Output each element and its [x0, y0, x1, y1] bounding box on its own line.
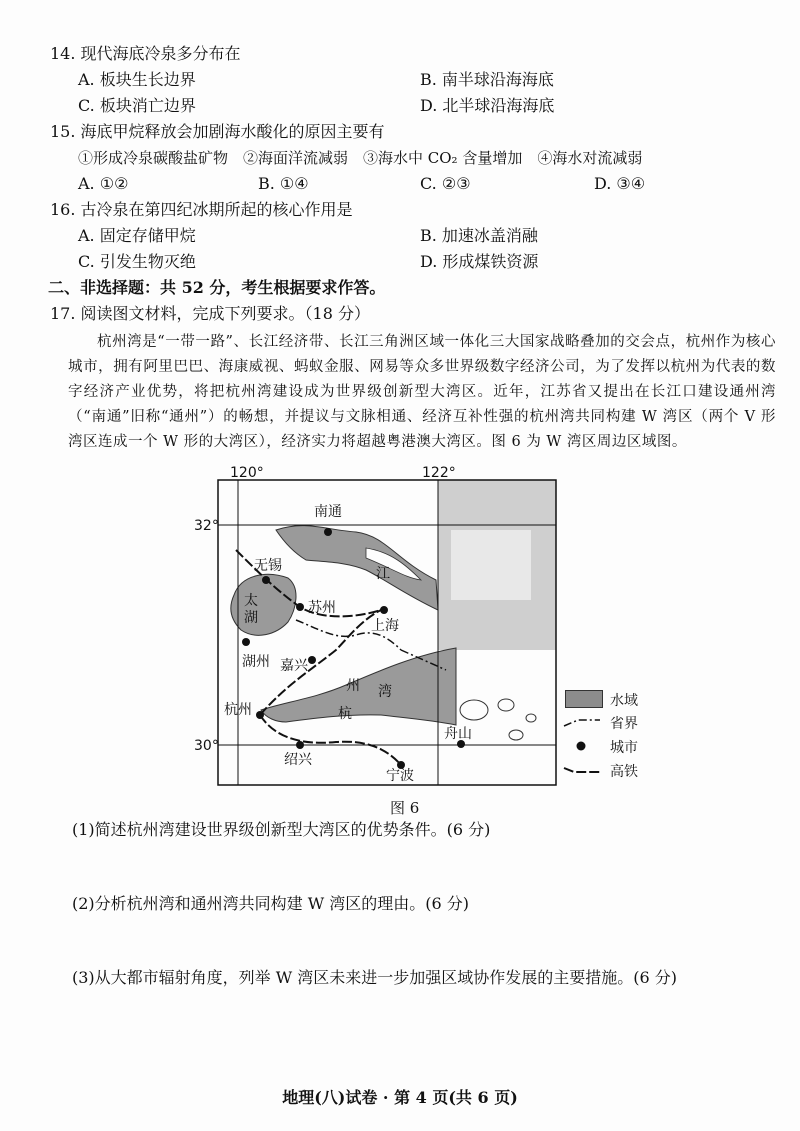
city-label-jiaxing: 嘉兴 — [280, 658, 308, 674]
legend-rail-label: 高铁 — [610, 764, 638, 780]
q15-option-a: A. ①② — [78, 174, 129, 193]
q15-option-c: C. ②③ — [420, 174, 471, 193]
q16-option-d: D. 形成煤铁资源 — [420, 252, 539, 271]
q14-option-a: A. 板块生长边界 — [78, 70, 196, 89]
q17-passage: 杭州湾是“一带一路”、长江经济带、长江三角洲区域一体化三大国家战略叠加的交会点，杭州作为核心城市，拥有阿里巴巴、海康威视、蚂蚁金服、网易等众多世界级数字经济公司，为了发挥以杭州为代表的数字经济产业优势，将把杭州湾建设成为世界级创新型大湾区。近年，江苏省又提出在长江口建设通州湾（“南通”旧称“通州”）的畅想，并提议与文脉相通、经济互补性强的杭州湾共同构建 W 湾区（两个 V 形湾区连成一个 W 形的大湾区），经济实力将超越粤港澳大湾区。图 6 为 W 湾区周边区域图。 — [68, 334, 776, 450]
city-dot-wuxi — [262, 576, 270, 584]
island — [509, 730, 523, 740]
bay-label-hang: 杭 — [338, 706, 352, 722]
q14-option-d: D. 北半球沿海海底 — [420, 96, 555, 115]
bay-label-wan: 湾 — [378, 684, 392, 700]
q16-option-b: B. 加速冰盖消融 — [420, 226, 538, 245]
sea-shade-light — [451, 530, 531, 600]
legend-rail-symbol — [560, 760, 604, 780]
q15-option-b: B. ①④ — [258, 174, 309, 193]
legend-city-label: 城市 — [610, 740, 638, 756]
legend-border-symbol — [560, 712, 604, 732]
q15-option-d: D. ③④ — [594, 174, 646, 193]
high-speed-rail — [260, 715, 401, 765]
city-label-ningbo: 宁波 — [386, 768, 414, 784]
island — [498, 699, 514, 711]
taihu-label-1: 太 — [244, 593, 258, 609]
q14-option-c: C. 板块消亡边界 — [78, 96, 196, 115]
legend-city-symbol — [572, 737, 590, 755]
city-label-nantong: 南通 — [314, 504, 342, 520]
city-label-shanghai: 上海 — [371, 618, 399, 634]
lon-120-label: 120° — [230, 465, 264, 481]
lat-30-label: 30° — [194, 738, 219, 754]
q17-sub2: (2)分析杭州湾和通州湾共同构建 W 湾区的理由。(6 分) — [72, 894, 470, 913]
island — [526, 714, 536, 722]
lon-122-label: 122° — [422, 465, 456, 481]
yangtze-river — [276, 526, 438, 610]
legend-border-label: 省界 — [610, 716, 638, 732]
legend-water-swatch — [565, 690, 603, 708]
city-label-huzhou: 湖州 — [242, 654, 270, 670]
figure-caption: 图 6 — [390, 799, 420, 817]
jiang-label: 江 — [376, 566, 390, 582]
taihu-lake — [231, 574, 296, 635]
city-label-suzhou: 苏州 — [308, 600, 336, 616]
island — [460, 700, 488, 720]
city-dot-jiaxing — [308, 656, 316, 664]
legend-water-label: 水域 — [610, 693, 638, 709]
w-bay-region-map — [194, 465, 566, 795]
page-footer: 地理(八)试卷 · 第 4 页(共 6 页) — [282, 1088, 518, 1107]
q17-sub3: (3)从大都市辐射角度，列举 W 湾区未来进一步加强区域协作发展的主要措施。(6 分) — [72, 968, 678, 987]
q14-option-b: B. 南半球沿海海底 — [420, 70, 554, 89]
section-heading: 二、非选择题：共 52 分，考生根据要求作答。 — [48, 278, 386, 297]
bay-label-zhou: 州 — [346, 678, 360, 694]
city-label-shaoxing: 绍兴 — [284, 752, 312, 768]
city-dot-nantong — [324, 528, 332, 536]
city-label-wuxi: 无锡 — [254, 558, 282, 574]
city-dot-suzhou — [296, 603, 304, 611]
city-dot-huzhou — [242, 638, 250, 646]
lat-32-label: 32° — [194, 518, 219, 534]
city-dot-shanghai — [380, 606, 388, 614]
q16-option-c: C. 引发生物灭绝 — [78, 252, 196, 271]
q16-option-a: A. 固定存储甲烷 — [78, 226, 196, 245]
q17-sub1: (1)简述杭州湾建设世界级创新型大湾区的优势条件。(6 分) — [72, 820, 491, 839]
q15-items: ①形成冷泉碳酸盐矿物 ②海面洋流减弱 ③海水中 CO₂ 含量增加 ④海水对流减弱 — [78, 149, 643, 167]
taihu-label-2: 湖 — [244, 610, 258, 626]
q14-stem: 14. 现代海底冷泉多分布在 — [50, 44, 241, 63]
q17-stem: 17. 阅读图文材料，完成下列要求。（18 分） — [50, 304, 370, 323]
q15-stem: 15. 海底甲烷释放会加剧海水酸化的原因主要有 — [50, 122, 385, 141]
q16-stem: 16. 古冷泉在第四纪冰期所起的核心作用是 — [50, 200, 353, 219]
city-dot-hangzhou — [256, 711, 264, 719]
city-label-zhoushan: 舟山 — [444, 726, 472, 742]
city-label-hangzhou: 杭州 — [224, 702, 252, 718]
city-dot-shaoxing — [296, 741, 304, 749]
